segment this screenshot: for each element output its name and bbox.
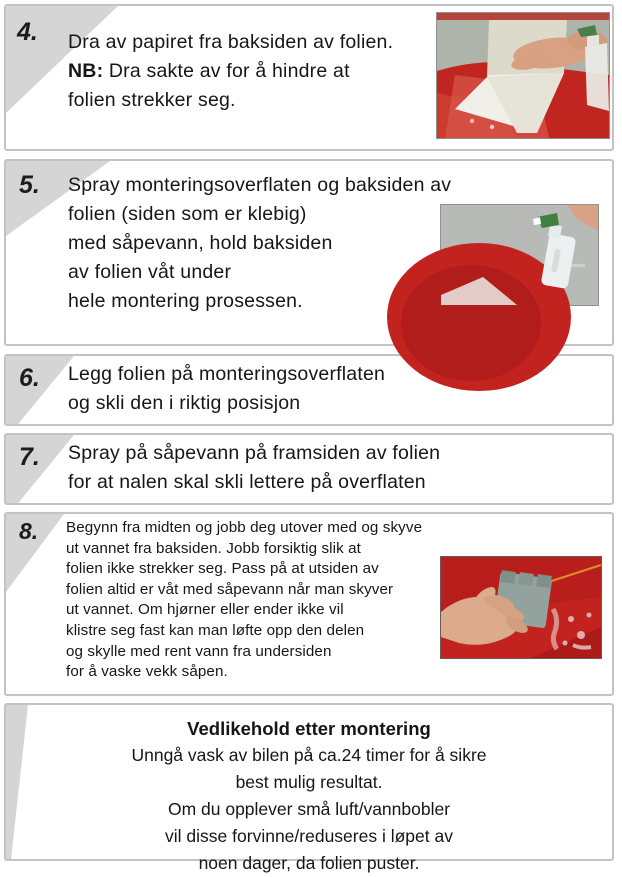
step-8-line-5: ut vannet. Om hjørner eller ender ikke vil bbox=[66, 601, 344, 619]
maintenance-line-4: vil disse forvinne/reduseres i løpet av bbox=[165, 826, 453, 846]
step-5-number: 5. bbox=[19, 171, 40, 199]
step-8-line-7: og skylle med rent vann fra undersiden bbox=[66, 642, 332, 660]
maintenance-title: Vedlikehold etter montering bbox=[187, 718, 431, 739]
step-7-corner bbox=[6, 435, 74, 503]
spray-bottle-on-car-photo bbox=[440, 204, 599, 306]
maintenance-line-1: Unngå vask av bilen på ca.24 timer for å sikre bbox=[131, 745, 487, 765]
maintenance-box bbox=[4, 703, 614, 873]
step-5-line-3: med såpevann, hold baksiden bbox=[68, 232, 333, 254]
step-6-number: 6. bbox=[19, 364, 40, 392]
step-4-line-3: folien strekker seg. bbox=[68, 89, 236, 111]
photo-illustration bbox=[437, 13, 609, 138]
maintenance-line-5: noen dager, da folien puster. bbox=[198, 853, 420, 873]
step-8-line-1: Begynn fra midten og jobb deg utover med og skyve bbox=[66, 519, 423, 536]
peeling-backing-paper-photo bbox=[436, 12, 610, 139]
squeegee-on-film-photo bbox=[440, 556, 602, 659]
step-5-line-4: av folien våt under bbox=[68, 261, 232, 283]
step-5-line-5: hele montering prosessen. bbox=[68, 290, 303, 312]
step-8-number: 8. bbox=[19, 518, 39, 544]
step-6-line-2: og skli den i riktig posisjon bbox=[68, 392, 301, 414]
step-8-box bbox=[4, 512, 614, 696]
photo-illustration bbox=[441, 205, 598, 305]
step-4-box bbox=[4, 4, 614, 151]
step-5-line-2: folien (siden som er klebig) bbox=[68, 203, 307, 225]
step-5-box bbox=[4, 159, 614, 346]
step-8-line-6: klistre seg fast kan man løfte opp den delen bbox=[66, 621, 365, 639]
step-6-corner bbox=[6, 356, 74, 424]
step-8-line-3: folien ikke strekker seg. Pass på at utsiden av bbox=[66, 560, 379, 578]
step-4-number: 4. bbox=[17, 18, 38, 46]
step-8-line-4: folien altid er våt med såpevann når man skyver bbox=[66, 580, 394, 598]
step-7-line-2: for at nalen skal skli lettere på overflaten bbox=[68, 471, 426, 493]
maintenance-text bbox=[6, 715, 612, 877]
step-5-line-1: Spray monteringsoverflaten og baksiden av bbox=[68, 174, 452, 196]
step-4-line-2: NB: Dra sakte av for å hindre at bbox=[68, 60, 350, 82]
step-6-line-1: Legg folien på monteringsoverflaten bbox=[68, 363, 386, 385]
step-8-line-8: for å vaske vekk såpen. bbox=[66, 663, 228, 681]
step-8-line-2: ut vannet fra baksiden. Jobb forsiktig slik at bbox=[66, 539, 362, 557]
step-7-box bbox=[4, 433, 614, 505]
step-6-text bbox=[68, 360, 385, 418]
step-4-text bbox=[68, 28, 393, 115]
step-7-number: 7. bbox=[19, 443, 40, 471]
step-7-line-1: Spray på såpevann på framsiden av folien bbox=[68, 442, 441, 464]
nb-label: NB: bbox=[68, 60, 104, 82]
step-8-text bbox=[66, 518, 422, 683]
maintenance-line-2: best mulig resultat. bbox=[235, 772, 383, 792]
step-4-line-1: Dra av papiret fra baksiden av folien. bbox=[68, 31, 394, 53]
photo-illustration bbox=[441, 557, 601, 658]
maintenance-line-3: Om du opplever små luft/vannbobler bbox=[167, 799, 451, 819]
step-7-text bbox=[68, 439, 440, 497]
